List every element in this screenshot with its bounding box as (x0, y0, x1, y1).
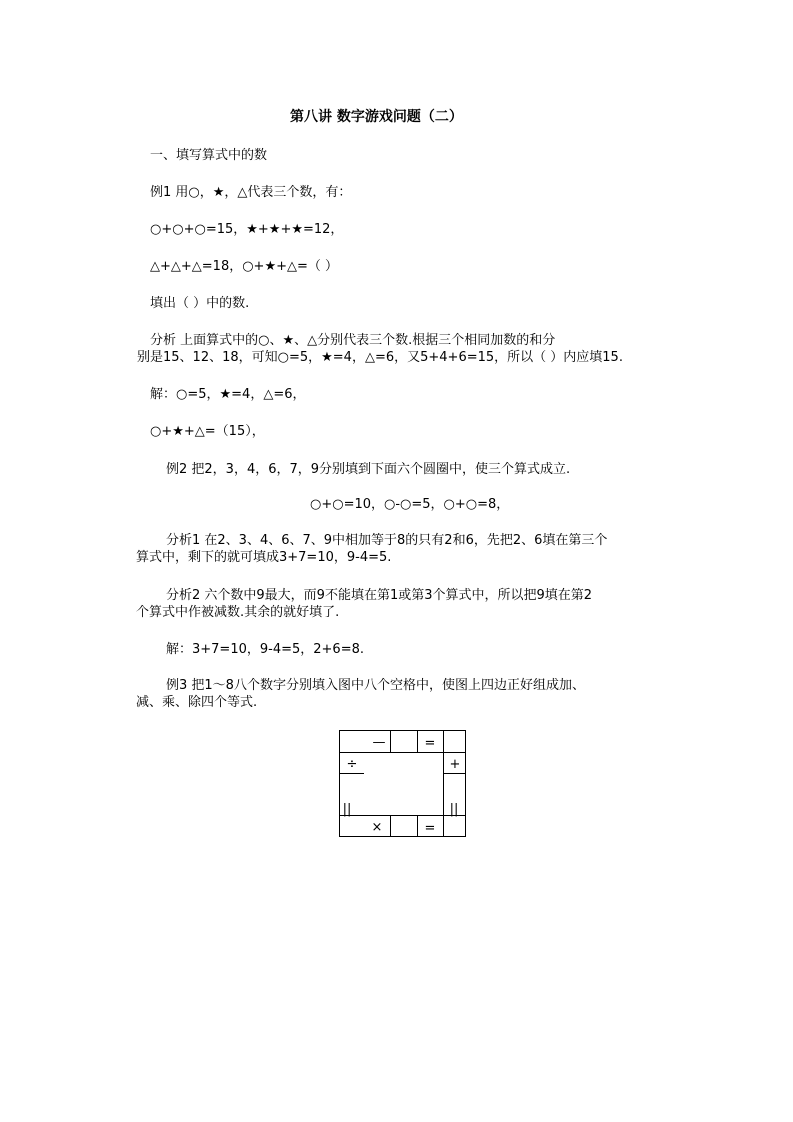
example2-analysis2: 个算式中作被减数.其余的就好填了. (136, 605, 340, 620)
example2-analysis1: 算式中，剩下的就可填成3+7=10，9-4=5. (136, 550, 392, 565)
example1-analysis: 分析 上面算式中的○、★、△分别代表三个数.根据三个相同加数的和分 (150, 333, 556, 348)
example2-equation: ○+○=10，○-○=5，○+○=8， (310, 497, 510, 512)
example1-equation: ○+○+○=15，★+★+★=12， (150, 222, 344, 237)
page-title: 第八讲 数字游戏问题（二） (290, 109, 463, 125)
minus-sign: — (372, 735, 386, 750)
example2-solution: 解：3+7=10，9-4=5，2+6=8. (166, 642, 364, 657)
equals-sign: = (424, 821, 436, 836)
equals-sign: = (424, 736, 436, 751)
example1-instruction: 填出（ ）中的数. (150, 296, 250, 311)
example3-question: 减、乘、除四个等式. (136, 695, 258, 710)
divide-sign: ÷ (346, 757, 358, 772)
equals-sign-vertical: || (342, 802, 352, 817)
example1-solution: ○+★+△=（15）， (150, 424, 265, 439)
example1-analysis: 别是15、12、18，可知○=5，★=4，△=6，又5+4+6=15，所以（ ）内应填15. (137, 350, 623, 365)
example1-solution: 解：○=5，★=4，△=6， (150, 387, 306, 402)
example1-question: 例1 用○，★，△代表三个数，有： (150, 185, 352, 200)
equals-sign-vertical: || (449, 802, 459, 817)
example2-question: 例2 把2，3，4，6，7，9分别填到下面六个圆圈中，使三个算式成立. (166, 462, 571, 477)
example2-analysis1: 分析1 在2、3、4、6、7、9中相加等于8的只有2和6，先把2、6填在第三个 (166, 533, 608, 548)
example2-analysis2: 分析2 六个数中9最大，而9不能填在第1或第3个算式中，所以把9填在第2 (166, 588, 593, 603)
example3-question: 例3 把1～8八个数字分别填入图中八个空格中，使图上四边正好组成加、 (166, 678, 585, 693)
section-heading: 一、填写算式中的数 (150, 148, 268, 163)
times-sign: × (371, 820, 383, 835)
puzzle-grid (338, 729, 468, 839)
example1-equation: △+△+△=18，○+★+△=（ ） (150, 259, 339, 274)
plus-sign: + (449, 757, 461, 772)
